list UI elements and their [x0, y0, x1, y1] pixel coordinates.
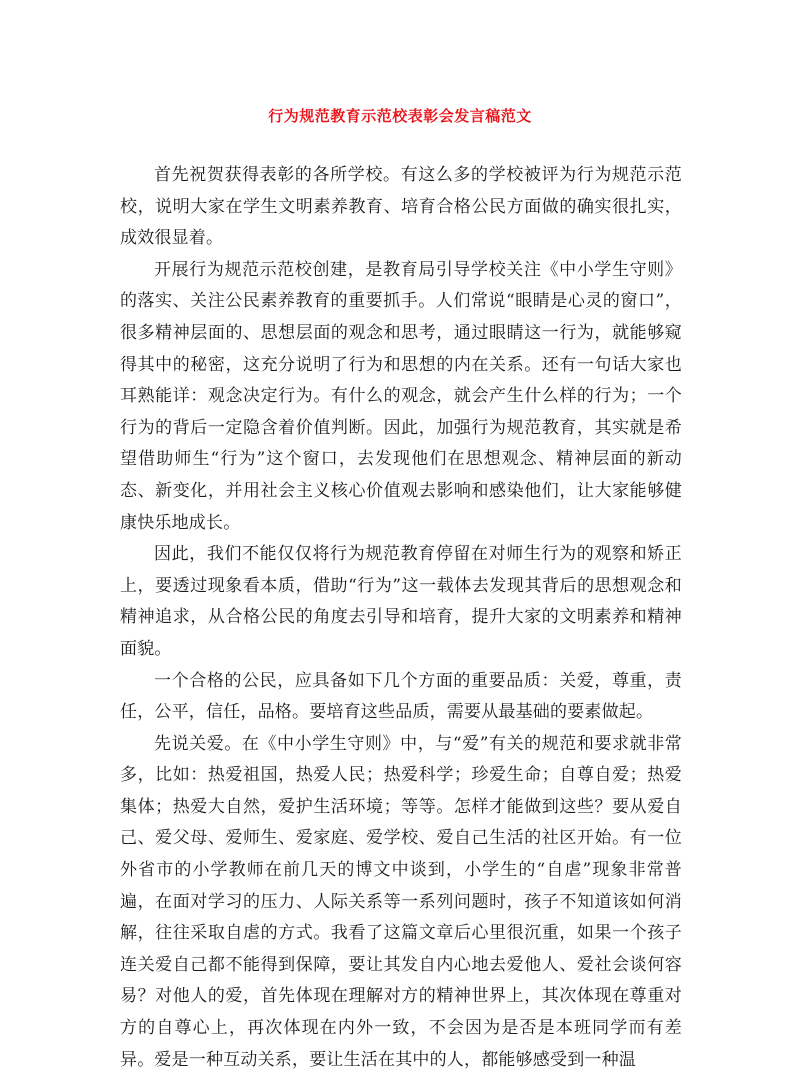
paragraph-2: 开展行为规范示范校创建，是教育局引导学校关注《中小学生守则》的落实、关注公民素养教育的重要抓手。人们常说“眼睛是心灵的窗口”，很多精神层面的、思想层面的观念和思考，通过眼睛这一行为，就能够窥得其中的秘密，这充分说明了行为和思想的内在关系。还有一句话大家也耳熟能详：观念决定行为。有什么的观念，就会产生什么样的行为；一个行为的背后一定隐含着价值判断。因此，加强行为规范教育，其实就是希望借助师生“行为”这个窗口，去发现他们在思想观念、精神层面的新动态、新变化，并用社会主义核心价值观去影响和感染他们，让大家能够健康快乐地成长。 [120, 259, 682, 533]
paragraph-3: 因此，我们不能仅仅将行为规范教育停留在对师生行为的观察和矫正上，要透过现象看本质，借助“行为”这一载体去发现其背后的思想观念和精神追求，从合格公民的角度去引导和培育，提升大家的文明素养和精神面貌。 [120, 544, 682, 659]
document-body [120, 160, 682, 1076]
document-title: 行为规范教育示范校表彰会发言稿范文 [268, 107, 532, 125]
paragraph-4: 一个合格的公民，应具备如下几个方面的重要品质：关爱，尊重，责任，公平，信任，品格。要培育这些品质，需要从最基础的要素做起。 [120, 670, 682, 723]
paragraph-1: 首先祝贺获得表彰的各所学校。有这么多的学校被评为行为规范示范校，说明大家在学生文明素养教育、培育合格公民方面做的确实很扎实，成效很显着。 [120, 165, 682, 249]
paragraph-5: 先说关爱。在《中小学生守则》中，与“爱”有关的规范和要求就非常多，比如：热爱祖国，热爱人民；热爱科学；珍爱生命；自尊自爱；热爱集体；热爱大自然，爱护生活环境；等等。怎样才能做到这些？要从爱自己、爱父母、爱师生、爱家庭、爱学校、爱自己生活的社区开始。有一位外省市的小学教师在前几天的博文中谈到，小学生的“自虐”现象非常普遍，在面对学习的压力、人际关系等一系列问题时，孩子不知道该如何消解，往往采取自虐的方式。我看了这篇文章后心里很沉重，如果一个孩子连关爱自己都不能得到保障，要让其发自内心地去爱他人、爱社会谈何容易？对他人的爱，首先体现在理解对方的精神世界上，其次体现在尊重对方的自尊心上，再次体现在内外一致，不会因为是否是本班同学而有差异。爱是一种互动关系，要让生活在其中的人，都能够感受到一种温 [120, 733, 682, 1070]
